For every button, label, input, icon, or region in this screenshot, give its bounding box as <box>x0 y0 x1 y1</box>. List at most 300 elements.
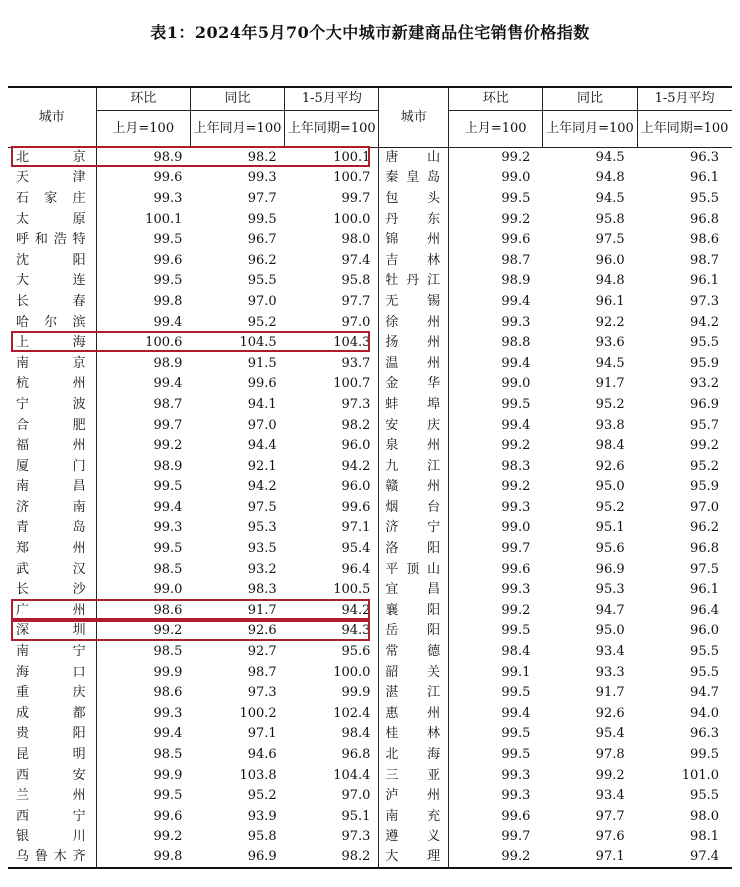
yoy-left-cell: 99.6 <box>247 376 277 392</box>
city-left-cell: 海口 <box>8 662 96 683</box>
table-row <box>8 847 732 868</box>
yoy-left-cell: 103.8 <box>239 767 277 783</box>
mom-right-cell: 99.5 <box>501 726 531 742</box>
avg-right-cell: 98.0 <box>690 808 719 824</box>
city-right-cell: 洛阳 <box>379 538 449 559</box>
avg-left-cell: 97.0 <box>285 312 379 333</box>
city-left-cell: 哈尔滨 <box>8 312 96 333</box>
mom-left-cell: 100.1 <box>145 211 183 227</box>
mom-left-cell: 99.4 <box>153 376 183 392</box>
header-yoy: 同比 <box>190 87 284 110</box>
yoy-left-cell: 96.9 <box>190 847 284 868</box>
city-left-cell: 兰州 <box>8 785 96 806</box>
table-row <box>8 229 732 250</box>
yoy-right-cell: 94.8 <box>595 170 625 186</box>
mom-left-cell: 99.4 <box>153 499 183 515</box>
city-left-cell: 西宁 <box>8 806 96 827</box>
yoy-right-cell: 95.1 <box>595 520 625 536</box>
yoy-left-cell: 94.4 <box>247 438 277 454</box>
city-left-cell: 沈阳 <box>8 250 96 271</box>
city-right-cell: 蚌埠 <box>379 394 449 415</box>
city-right-cell: 秦皇岛 <box>379 168 449 189</box>
mom-left-cell: 98.5 <box>153 747 183 763</box>
table-body <box>8 147 732 868</box>
city-right-cell: 丹东 <box>379 209 449 230</box>
mom-right-cell: 99.3 <box>501 314 531 330</box>
city-right-cell: 吉林 <box>379 250 449 271</box>
city-right-cell: 大理 <box>379 847 449 868</box>
avg-left-cell: 97.1 <box>285 518 379 539</box>
yoy-left-cell: 96.7 <box>247 232 277 248</box>
yoy-right-cell: 97.5 <box>595 232 625 248</box>
avg-right-cell: 95.9 <box>690 479 719 495</box>
avg-left-cell: 94.2 <box>285 456 379 477</box>
avg-right-cell: 94.0 <box>690 705 719 721</box>
city-right-cell: 九江 <box>379 456 449 477</box>
table-row <box>8 456 732 477</box>
table-row <box>8 374 732 395</box>
yoy-right-cell: 95.2 <box>595 499 625 515</box>
mom-right-cell: 99.6 <box>501 232 531 248</box>
mom-left-cell: 98.5 <box>153 561 183 577</box>
table-row <box>8 827 732 848</box>
city-left-cell: 厦门 <box>8 456 96 477</box>
avg-left-cell: 100.5 <box>285 579 379 600</box>
yoy-right-cell: 93.6 <box>595 335 625 351</box>
avg-left-cell: 94.2 <box>285 600 379 621</box>
city-left-cell: 郑州 <box>8 538 96 559</box>
mom-left-cell: 99.3 <box>153 190 183 206</box>
mom-left-cell: 98.7 <box>153 396 183 412</box>
city-left-cell: 杭州 <box>8 374 96 395</box>
avg-left-cell: 100.0 <box>285 662 379 683</box>
avg-right-cell: 94.7 <box>690 685 719 701</box>
mom-right-cell: 99.2 <box>501 438 531 454</box>
yoy-right-cell: 92.6 <box>595 705 625 721</box>
avg-left-cell: 97.4 <box>285 250 379 271</box>
city-left-cell: 贵阳 <box>8 724 96 745</box>
mom-left-cell: 98.9 <box>153 355 183 371</box>
city-right-cell: 湛江 <box>379 682 449 703</box>
yoy-right-cell: 95.6 <box>595 541 625 557</box>
mom-right-cell: 99.2 <box>501 150 531 166</box>
avg-left-cell: 97.7 <box>285 291 379 312</box>
avg-right-cell: 97.0 <box>690 499 719 515</box>
city-right-cell: 赣州 <box>379 477 449 498</box>
city-right-cell: 常德 <box>379 641 449 662</box>
city-right-cell: 宜昌 <box>379 579 449 600</box>
yoy-right-cell: 93.8 <box>595 417 625 433</box>
mom-left-cell: 99.5 <box>153 788 183 804</box>
yoy-left-cell: 91.5 <box>247 355 277 371</box>
avg-right-cell: 98.1 <box>690 829 719 845</box>
table-row <box>8 415 732 436</box>
yoy-right-cell: 94.8 <box>595 273 625 289</box>
avg-left-cell: 98.2 <box>285 847 379 868</box>
avg-left-cell: 100.7 <box>285 374 379 395</box>
city-left-cell: 青岛 <box>8 518 96 539</box>
city-right-cell: 北海 <box>379 744 449 765</box>
mom-right-cell: 98.4 <box>501 644 531 660</box>
city-left-cell: 南京 <box>8 353 96 374</box>
city-left-cell: 长春 <box>8 291 96 312</box>
avg-right-cell: 95.5 <box>690 644 719 660</box>
yoy-left-cell: 94.6 <box>247 747 277 763</box>
city-left-cell: 大连 <box>8 271 96 292</box>
mom-right-cell: 99.4 <box>501 705 531 721</box>
mom-left-cell: 98.9 <box>153 150 183 166</box>
yoy-left-cell: 92.6 <box>247 623 277 639</box>
table-row <box>8 250 732 271</box>
header-avg-base-right: 上年同期=100 <box>637 110 731 147</box>
city-right-cell: 遵义 <box>379 827 449 848</box>
avg-left-cell: 104.4 <box>285 765 379 786</box>
mom-right-cell: 99.7 <box>501 829 531 845</box>
yoy-right-cell: 97.1 <box>543 847 637 868</box>
table-row <box>8 435 732 456</box>
avg-right-cell: 96.2 <box>690 520 719 536</box>
mom-left-cell: 99.2 <box>153 438 183 454</box>
table-row <box>8 394 732 415</box>
avg-left-cell: 97.3 <box>285 394 379 415</box>
city-left-cell: 呼和浩特 <box>8 229 96 250</box>
city-left-cell: 福州 <box>8 435 96 456</box>
mom-left-cell: 99.6 <box>153 170 183 186</box>
header-city: 城市 <box>8 87 96 147</box>
yoy-right-cell: 97.8 <box>595 747 625 763</box>
avg-right-cell: 97.4 <box>637 847 731 868</box>
yoy-left-cell: 93.9 <box>247 808 277 824</box>
yoy-right-cell: 93.4 <box>595 788 625 804</box>
yoy-right-cell: 93.4 <box>595 644 625 660</box>
avg-right-cell: 95.5 <box>690 788 719 804</box>
avg-right-cell: 95.5 <box>690 335 719 351</box>
city-right-cell: 锦州 <box>379 229 449 250</box>
yoy-right-cell: 97.7 <box>595 808 625 824</box>
city-right-cell: 烟台 <box>379 497 449 518</box>
table-row <box>8 682 732 703</box>
avg-right-cell: 98.6 <box>690 232 719 248</box>
table-row <box>8 332 732 353</box>
yoy-right-cell: 97.6 <box>595 829 625 845</box>
yoy-left-cell: 98.7 <box>247 664 277 680</box>
yoy-left-cell: 95.3 <box>247 520 277 536</box>
table-row <box>8 291 732 312</box>
mom-left-cell: 99.2 <box>153 623 183 639</box>
header-avg: 1-5月平均 <box>285 87 379 110</box>
header-avg-base: 上年同期=100 <box>285 110 379 147</box>
yoy-left-cell: 97.7 <box>247 190 277 206</box>
mom-left-cell: 98.6 <box>153 685 183 701</box>
city-right-cell: 温州 <box>379 353 449 374</box>
header-mom: 环比 <box>96 87 190 110</box>
avg-left-cell: 100.1 <box>285 147 379 168</box>
mom-right-cell: 98.9 <box>501 273 531 289</box>
mom-right-cell: 99.3 <box>501 582 531 598</box>
table-row <box>8 621 732 642</box>
mom-right-cell: 99.7 <box>501 541 531 557</box>
table-row <box>8 188 732 209</box>
table-row <box>8 559 732 580</box>
city-left-cell: 长沙 <box>8 579 96 600</box>
city-left-cell: 合肥 <box>8 415 96 436</box>
table-row <box>8 806 732 827</box>
mom-left-cell: 99.8 <box>153 293 183 309</box>
table-row <box>8 600 732 621</box>
table-row <box>8 518 732 539</box>
mom-right-cell: 99.5 <box>501 747 531 763</box>
yoy-right-cell: 94.5 <box>595 190 625 206</box>
avg-left-cell: 96.0 <box>285 435 379 456</box>
mom-right-cell: 99.2 <box>501 479 531 495</box>
yoy-left-cell: 99.3 <box>247 170 277 186</box>
yoy-left-cell: 97.3 <box>247 685 277 701</box>
table-title: 表1：2024年5月70个大中城市新建商品住宅销售价格指数 <box>150 23 590 42</box>
avg-right-cell: 96.3 <box>690 150 719 166</box>
mom-right-cell: 99.4 <box>501 293 531 309</box>
city-left-cell: 武汉 <box>8 559 96 580</box>
yoy-left-cell: 91.7 <box>247 602 277 618</box>
avg-left-cell: 97.3 <box>285 827 379 848</box>
yoy-right-cell: 95.4 <box>595 726 625 742</box>
avg-right-cell: 98.7 <box>690 252 719 268</box>
yoy-left-cell: 98.2 <box>247 150 277 166</box>
city-left-cell: 济南 <box>8 497 96 518</box>
mom-right-cell: 99.0 <box>501 376 531 392</box>
avg-left-cell: 95.4 <box>285 538 379 559</box>
header-mom-base: 上月=100 <box>96 110 190 147</box>
yoy-left-cell: 104.5 <box>239 335 277 351</box>
avg-left-cell: 99.7 <box>285 188 379 209</box>
mom-left-cell: 99.5 <box>153 232 183 248</box>
city-right-cell: 扬州 <box>379 332 449 353</box>
avg-left-cell: 98.4 <box>285 724 379 745</box>
yoy-left-cell: 92.7 <box>247 644 277 660</box>
table-row <box>8 538 732 559</box>
city-right-cell: 南充 <box>379 806 449 827</box>
yoy-right-cell: 95.8 <box>595 211 625 227</box>
table-row <box>8 168 732 189</box>
mom-left-cell: 100.6 <box>145 335 183 351</box>
city-right-cell: 无锡 <box>379 291 449 312</box>
yoy-right-cell: 95.2 <box>595 396 625 412</box>
avg-right-cell: 94.2 <box>690 314 719 330</box>
yoy-left-cell: 95.8 <box>247 829 277 845</box>
city-right-cell: 惠州 <box>379 703 449 724</box>
mom-right-cell: 99.2 <box>501 211 531 227</box>
mom-right-cell: 99.3 <box>501 767 531 783</box>
avg-right-cell: 96.1 <box>690 582 719 598</box>
city-right-cell: 襄阳 <box>379 600 449 621</box>
city-right-cell: 泸州 <box>379 785 449 806</box>
header-yoy-right: 同比 <box>543 87 637 110</box>
avg-right-cell: 97.3 <box>690 293 719 309</box>
avg-right-cell: 99.2 <box>690 438 719 454</box>
yoy-right-cell: 95.3 <box>595 582 625 598</box>
mom-right-cell: 99.3 <box>501 499 531 515</box>
city-right-cell: 三亚 <box>379 765 449 786</box>
avg-right-cell: 97.5 <box>690 561 719 577</box>
city-left-cell: 宁波 <box>8 394 96 415</box>
mom-right-cell: 98.7 <box>501 252 531 268</box>
mom-right-cell: 99.1 <box>501 664 531 680</box>
yoy-right-cell: 96.1 <box>595 293 625 309</box>
yoy-left-cell: 97.1 <box>247 726 277 742</box>
table-row <box>8 477 732 498</box>
yoy-left-cell: 97.5 <box>247 499 277 515</box>
avg-right-cell: 96.4 <box>690 602 719 618</box>
mom-left-cell: 98.6 <box>153 602 183 618</box>
avg-right-cell: 93.2 <box>690 376 719 392</box>
yoy-right-cell: 91.7 <box>595 685 625 701</box>
table-row <box>8 209 732 230</box>
yoy-left-cell: 94.2 <box>247 479 277 495</box>
mom-left-cell: 99.2 <box>153 829 183 845</box>
city-right-cell: 徐州 <box>379 312 449 333</box>
mom-left-cell: 99.9 <box>153 664 183 680</box>
table-row <box>8 312 732 333</box>
avg-left-cell: 95.8 <box>285 271 379 292</box>
city-left-cell: 乌鲁木齐 <box>8 847 96 868</box>
yoy-left-cell: 100.2 <box>239 705 277 721</box>
city-left-cell: 南昌 <box>8 477 96 498</box>
city-right-cell: 韶关 <box>379 662 449 683</box>
avg-left-cell: 94.3 <box>285 621 379 642</box>
city-left-cell: 重庆 <box>8 682 96 703</box>
avg-left-cell: 93.7 <box>285 353 379 374</box>
avg-left-cell: 104.3 <box>285 332 379 353</box>
yoy-right-cell: 94.5 <box>595 355 625 371</box>
city-left-cell: 北京 <box>8 147 96 168</box>
city-left-cell: 上海 <box>8 332 96 353</box>
avg-left-cell: 100.7 <box>285 168 379 189</box>
mom-left-cell: 99.6 <box>153 808 183 824</box>
avg-right-cell: 95.7 <box>690 417 719 433</box>
yoy-right-cell: 91.7 <box>595 376 625 392</box>
mom-left-cell: 98.5 <box>153 644 183 660</box>
table-row <box>8 724 732 745</box>
avg-right-cell: 96.8 <box>690 541 719 557</box>
mom-right-cell: 99.4 <box>501 355 531 371</box>
city-right-cell: 安庆 <box>379 415 449 436</box>
header-mom-base-right: 上月=100 <box>449 110 543 147</box>
table-row <box>8 497 732 518</box>
mom-right-cell: 99.2 <box>501 602 531 618</box>
avg-left-cell: 100.0 <box>285 209 379 230</box>
table-row <box>8 147 732 168</box>
city-right-cell: 济宁 <box>379 518 449 539</box>
yoy-left-cell: 95.2 <box>247 314 277 330</box>
mom-left-cell: 99.3 <box>153 705 183 721</box>
mom-left-cell: 99.5 <box>153 479 183 495</box>
header-city-right: 城市 <box>379 87 449 147</box>
city-left-cell: 西安 <box>8 765 96 786</box>
avg-right-cell: 96.1 <box>690 170 719 186</box>
mom-right-cell: 99.5 <box>501 396 531 412</box>
yoy-left-cell: 96.2 <box>247 252 277 268</box>
yoy-left-cell: 93.5 <box>247 541 277 557</box>
yoy-left-cell: 97.0 <box>247 293 277 309</box>
yoy-left-cell: 98.3 <box>247 582 277 598</box>
table-row <box>8 703 732 724</box>
table-row <box>8 641 732 662</box>
yoy-right-cell: 92.2 <box>595 314 625 330</box>
avg-right-cell: 95.9 <box>690 355 719 371</box>
avg-right-cell: 96.9 <box>690 396 719 412</box>
table-row <box>8 271 732 292</box>
header-yoy-base-right: 上年同月=100 <box>543 110 637 147</box>
yoy-left-cell: 95.2 <box>247 788 277 804</box>
city-left-cell: 深圳 <box>8 621 96 642</box>
mom-right-cell: 99.3 <box>501 788 531 804</box>
city-left-cell: 银川 <box>8 827 96 848</box>
city-left-cell: 太原 <box>8 209 96 230</box>
table-row <box>8 662 732 683</box>
mom-right-cell: 99.0 <box>501 170 531 186</box>
mom-right-cell: 99.6 <box>501 808 531 824</box>
yoy-left-cell: 92.1 <box>247 458 277 474</box>
avg-left-cell: 99.9 <box>285 682 379 703</box>
mom-left-cell: 99.5 <box>153 273 183 289</box>
mom-right-cell: 99.5 <box>501 190 531 206</box>
yoy-left-cell: 94.1 <box>247 396 277 412</box>
table-row <box>8 353 732 374</box>
yoy-right-cell: 98.4 <box>595 438 625 454</box>
yoy-left-cell: 99.5 <box>247 211 277 227</box>
city-right-cell: 桂林 <box>379 724 449 745</box>
city-right-cell: 金华 <box>379 374 449 395</box>
mom-left-cell: 99.3 <box>153 520 183 536</box>
yoy-right-cell: 93.3 <box>595 664 625 680</box>
mom-right-cell: 99.6 <box>501 561 531 577</box>
mom-left-cell: 99.6 <box>153 252 183 268</box>
mom-left-cell: 99.0 <box>153 582 183 598</box>
avg-right-cell: 95.5 <box>690 664 719 680</box>
avg-right-cell: 99.5 <box>690 747 719 763</box>
city-left-cell: 成都 <box>8 703 96 724</box>
yoy-right-cell: 92.6 <box>595 458 625 474</box>
avg-right-cell: 96.3 <box>690 726 719 742</box>
header-yoy-base: 上年同月=100 <box>190 110 284 147</box>
yoy-left-cell: 97.0 <box>247 417 277 433</box>
header-mom-right: 环比 <box>449 87 543 110</box>
table-row <box>8 744 732 765</box>
table-row <box>8 579 732 600</box>
mom-left-cell: 99.7 <box>153 417 183 433</box>
city-right-cell: 岳阳 <box>379 621 449 642</box>
avg-left-cell: 95.1 <box>285 806 379 827</box>
avg-left-cell: 95.6 <box>285 641 379 662</box>
city-right-cell: 包头 <box>379 188 449 209</box>
city-right-cell: 平顶山 <box>379 559 449 580</box>
avg-right-cell: 96.0 <box>690 623 719 639</box>
city-left-cell: 昆明 <box>8 744 96 765</box>
mom-left-cell: 99.4 <box>153 726 183 742</box>
table-row <box>8 785 732 806</box>
avg-right-cell: 96.1 <box>690 273 719 289</box>
city-left-cell: 广州 <box>8 600 96 621</box>
yoy-left-cell: 95.5 <box>247 273 277 289</box>
yoy-right-cell: 95.0 <box>595 623 625 639</box>
city-right-cell: 泉州 <box>379 435 449 456</box>
avg-right-cell: 96.8 <box>690 211 719 227</box>
avg-left-cell: 96.4 <box>285 559 379 580</box>
mom-right-cell: 99.5 <box>501 685 531 701</box>
mom-right-cell: 99.0 <box>501 520 531 536</box>
avg-left-cell: 97.0 <box>285 785 379 806</box>
mom-left-cell: 99.4 <box>153 314 183 330</box>
mom-left-cell: 99.8 <box>96 847 190 868</box>
